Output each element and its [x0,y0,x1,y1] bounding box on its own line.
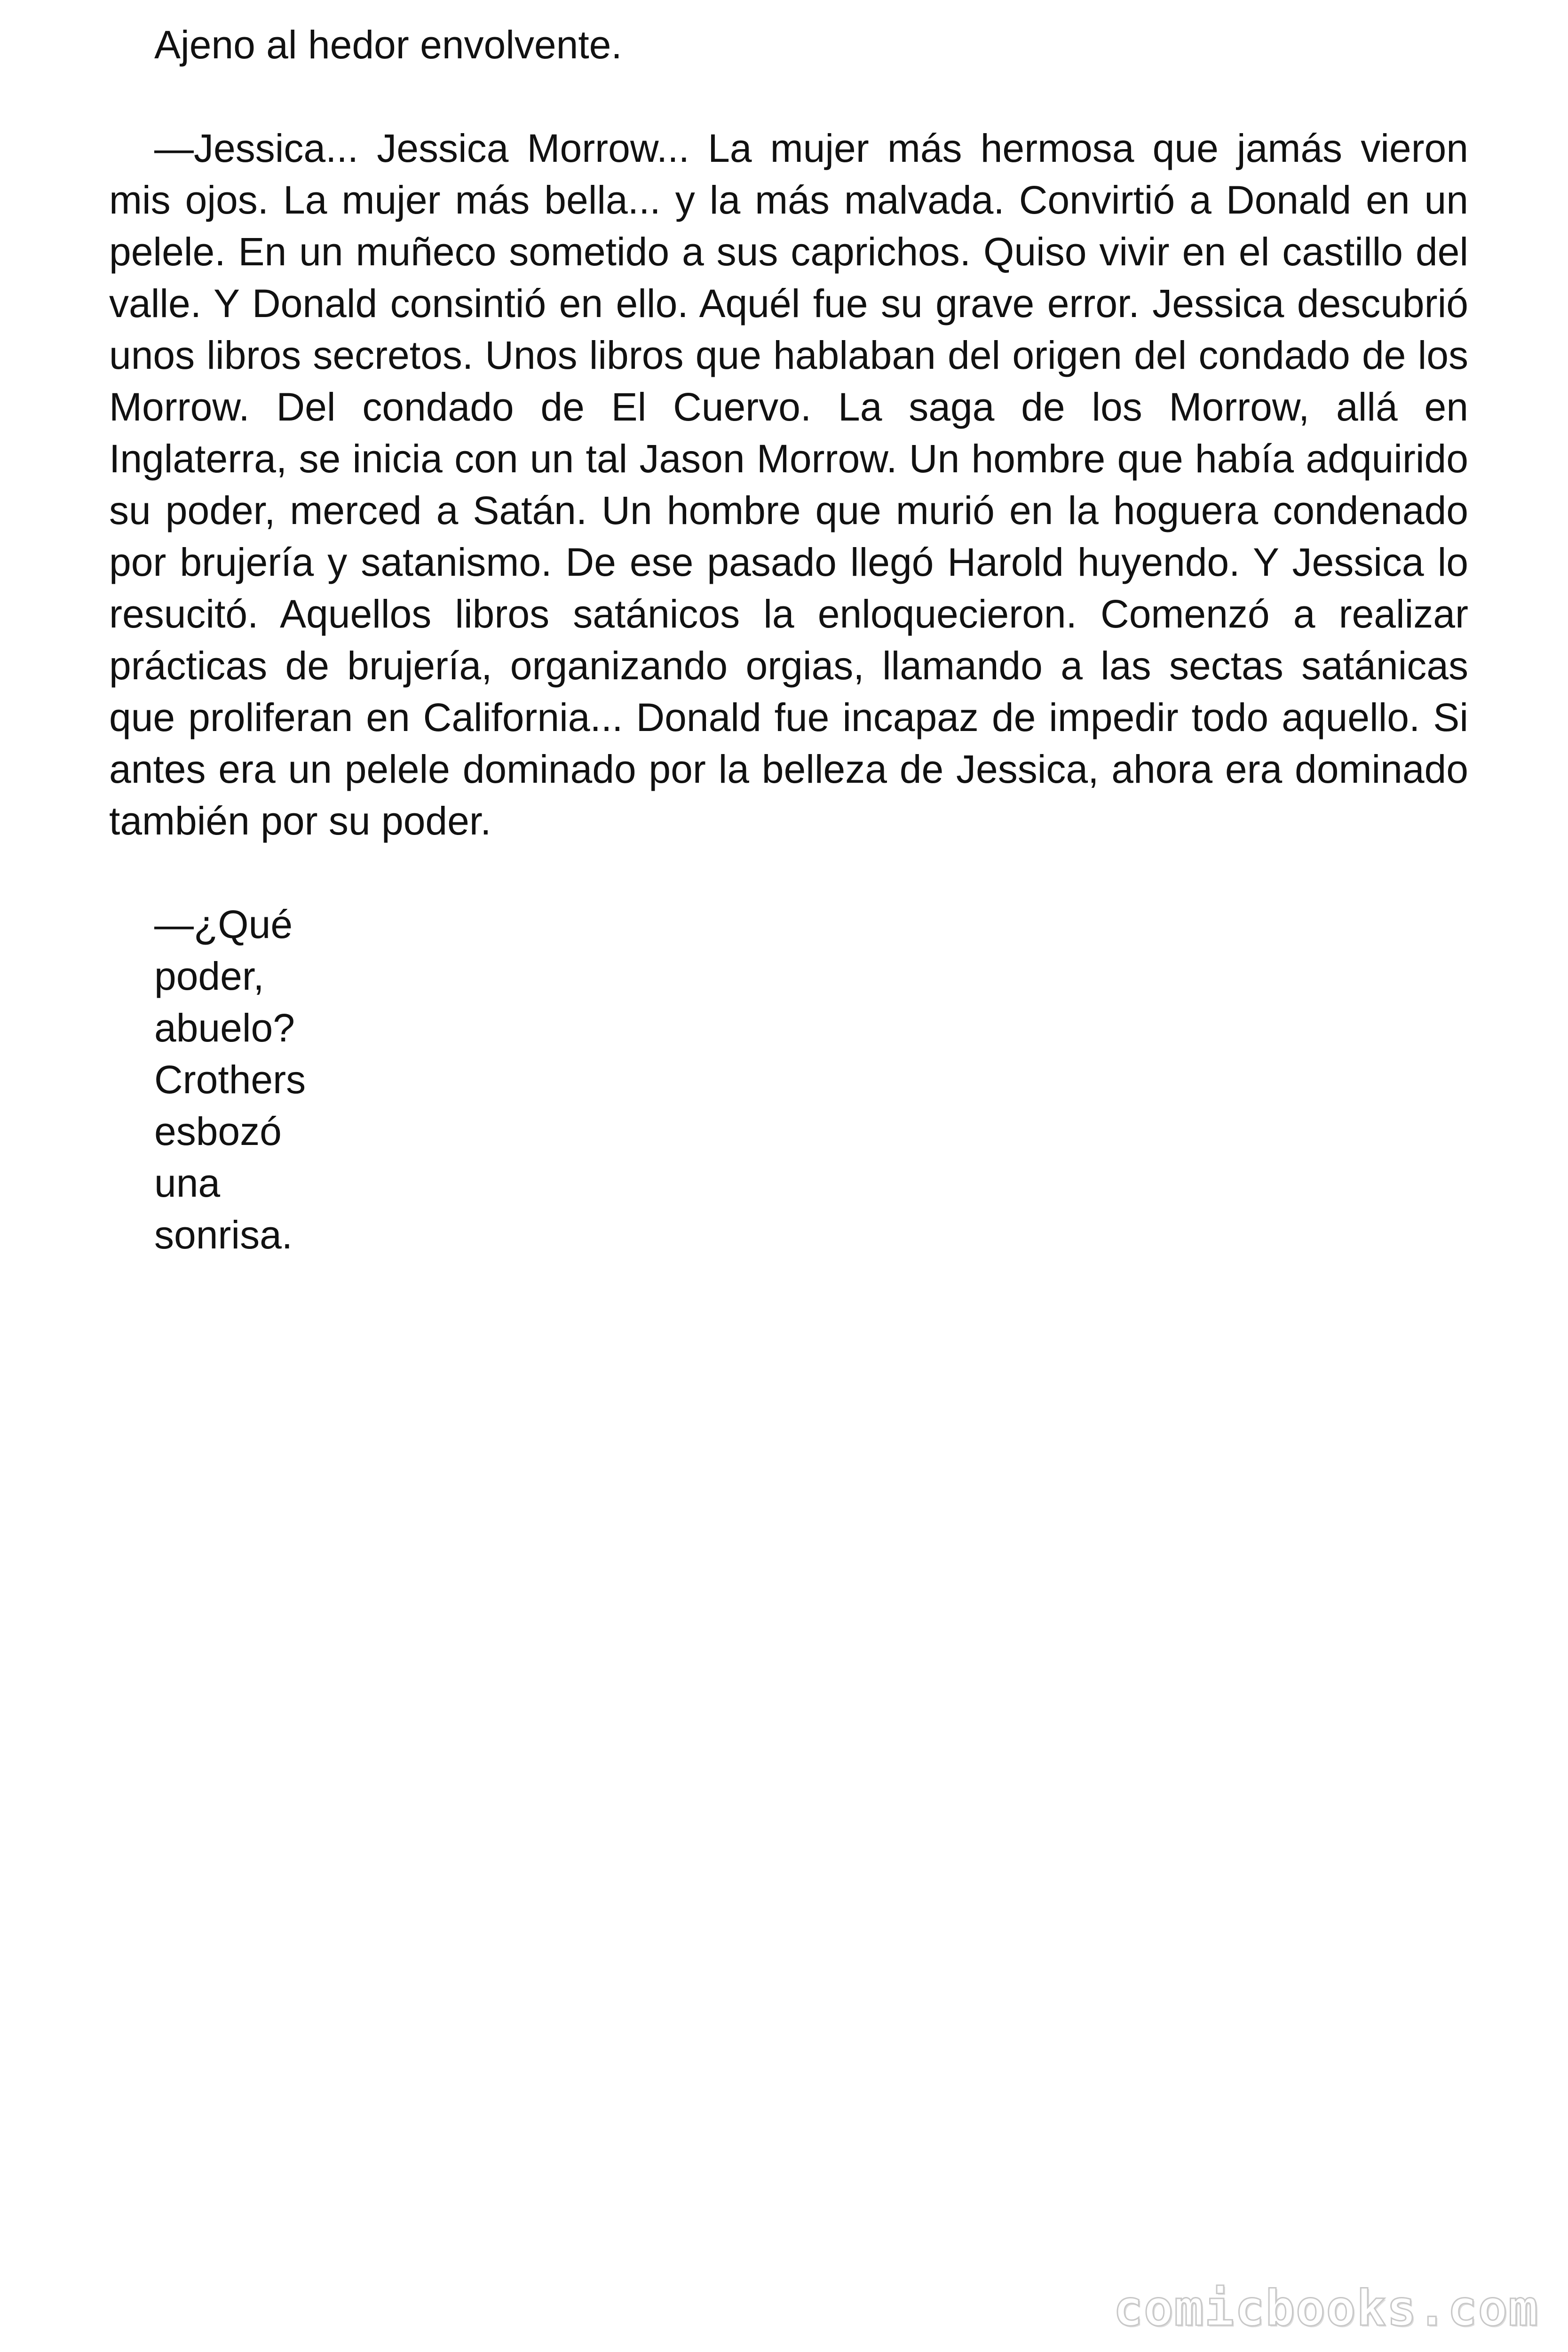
paragraph-3: —¿Qué poder, abuelo? Crothers esbozó una sonrisa. [154,902,306,1257]
paragraph-spacer [109,71,1468,122]
paragraph-1: Ajeno al hedor envolvente. [154,23,622,67]
paragraph-2: —Jessica... Jessica Morrow... La mujer más hermosa que jamás vieron mis ojos. La mujer más bella... y la más malvada. Convirtió a Donald en un pelele. En un muñeco sometido a sus caprichos. Quiso vivir en el castillo del valle. Y Donald consintió en ello. Aquél fue su grave error. Jessica descubrió unos libros secretos. Unos libros que hablaban del origen del condado de los Morrow. Del condado de El Cuervo. La saga de los Morrow, allá en Inglaterra, se inicia con un tal Jason Morrow. Un hombre que había adquirido su poder, merced a Satán. Un hombre que murió en la hoguera condenado por brujería y satanismo. De ese pasado llegó Harold huyendo. Y Jessica lo resucitó. Aquellos libros satánicos la enloquecieron. Comenzó a realizar prácticas de brujería, organizando orgias, llamando a las sectas satánicas que proliferan en California... Donald fue incapaz de impedir todo aquello. Si antes era un pelele dominado por la belleza de Jessica, ahora era dominado también por su poder. [109,126,1468,843]
watermark: comicbooks.com [1113,2280,1539,2337]
document-page [109,19,1468,1261]
paragraph-spacer [109,847,1468,898]
